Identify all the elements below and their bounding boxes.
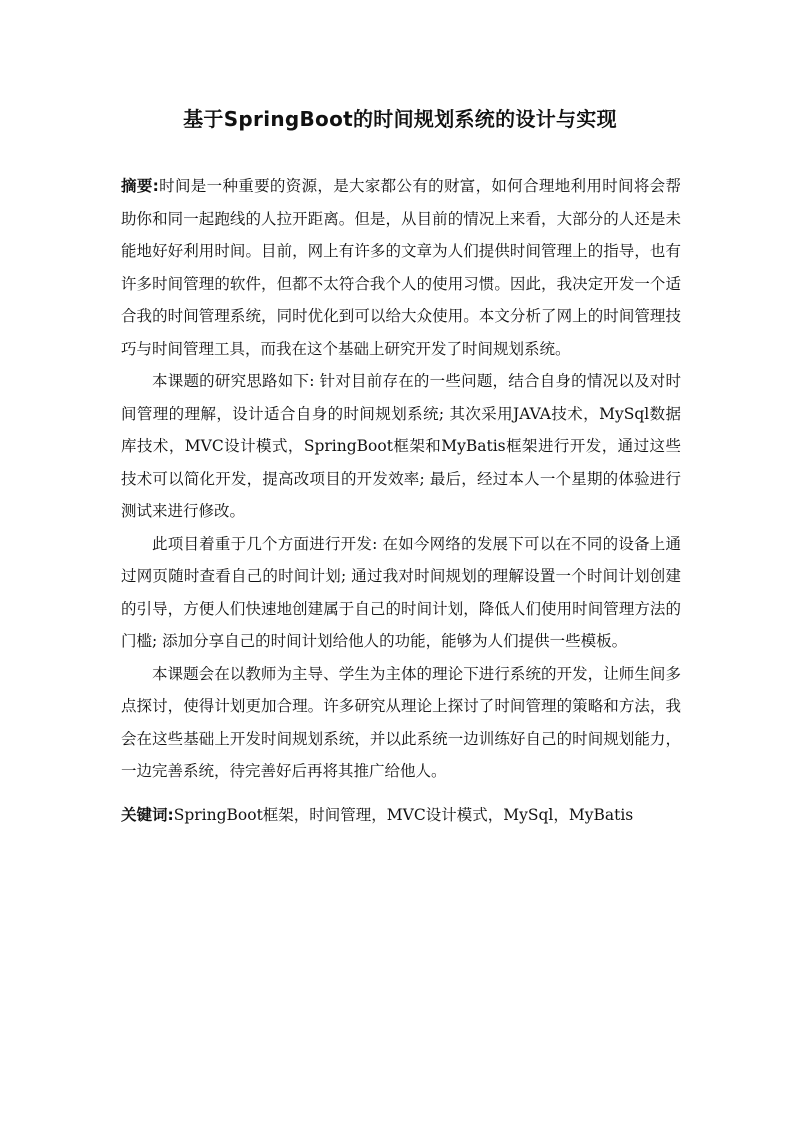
keywords-label: 关键词: <box>121 806 174 824</box>
abstract-paragraph-2: 本课题的研究思路如下: 针对目前存在的一些问题，结合自身的情况以及对时间管理的理解，设计适合自身的时间规划系统; 其次采用JAVA技术，MySql数据库技术，MVC设计模式，SpringBoot框架和MyBatis框架进行开发，通过这些技术可以简化开发，提高改项目的开发效率; 最后，经过本人一个星期的体验进行测试来进行修改。 <box>121 372 681 520</box>
abstract-paragraph-3: 此项目着重于几个方面进行开发: 在如今网络的发展下可以在不同的设备上通过网页随时查看自己的时间计划; 通过我对时间规划的理解设置一个时间计划创建的引导，方便人们快速地创建属于自己的时间计划，降低人们使用时间管理方法的门槛; 添加分享自己的时间计划给他人的功能，能够为人们提供一些模板。 <box>121 534 681 650</box>
document-title: 基于SpringBoot的时间规划系统的设计与实现 <box>183 107 617 131</box>
abstract-label: 摘要: <box>121 177 159 195</box>
abstract-paragraph-1 <box>121 170 681 365</box>
abstract-paragraph-1-text: 时间是一种重要的资源，是大家都公有的财富，如何合理地利用时间将会帮助你和同一起跑线的人拉开距离。但是，从目前的情况上来看，大部分的人还是未能地好好利用时间。目前，网上有许多的文章为人们提供时间管理上的指导，也有许多时间管理的软件，但都不太符合我个人的使用习惯。因此，我决定开发一个适合我的时间管理系统，同时优化到可以给大众使用。本文分析了网上的时间管理技巧与时间管理工具，而我在这个基础上研究开发了时间规划系统。 <box>121 177 681 358</box>
abstract-section <box>121 170 681 788</box>
keywords-line <box>121 800 681 830</box>
abstract-paragraph-4: 本课题会在以教师为主导、学生为主体的理论下进行系统的开发，让师生间多点探讨，使得计划更加合理。许多研究从理论上探讨了时间管理的策略和方法，我会在这些基础上开发时间规划系统，并以此系统一边训练好自己的时间规划能力，一边完善系统，待完善好后再将其推广给他人。 <box>121 664 681 780</box>
keywords-text: SpringBoot框架，时间管理，MVC设计模式，MySql，MyBatis <box>173 806 634 824</box>
